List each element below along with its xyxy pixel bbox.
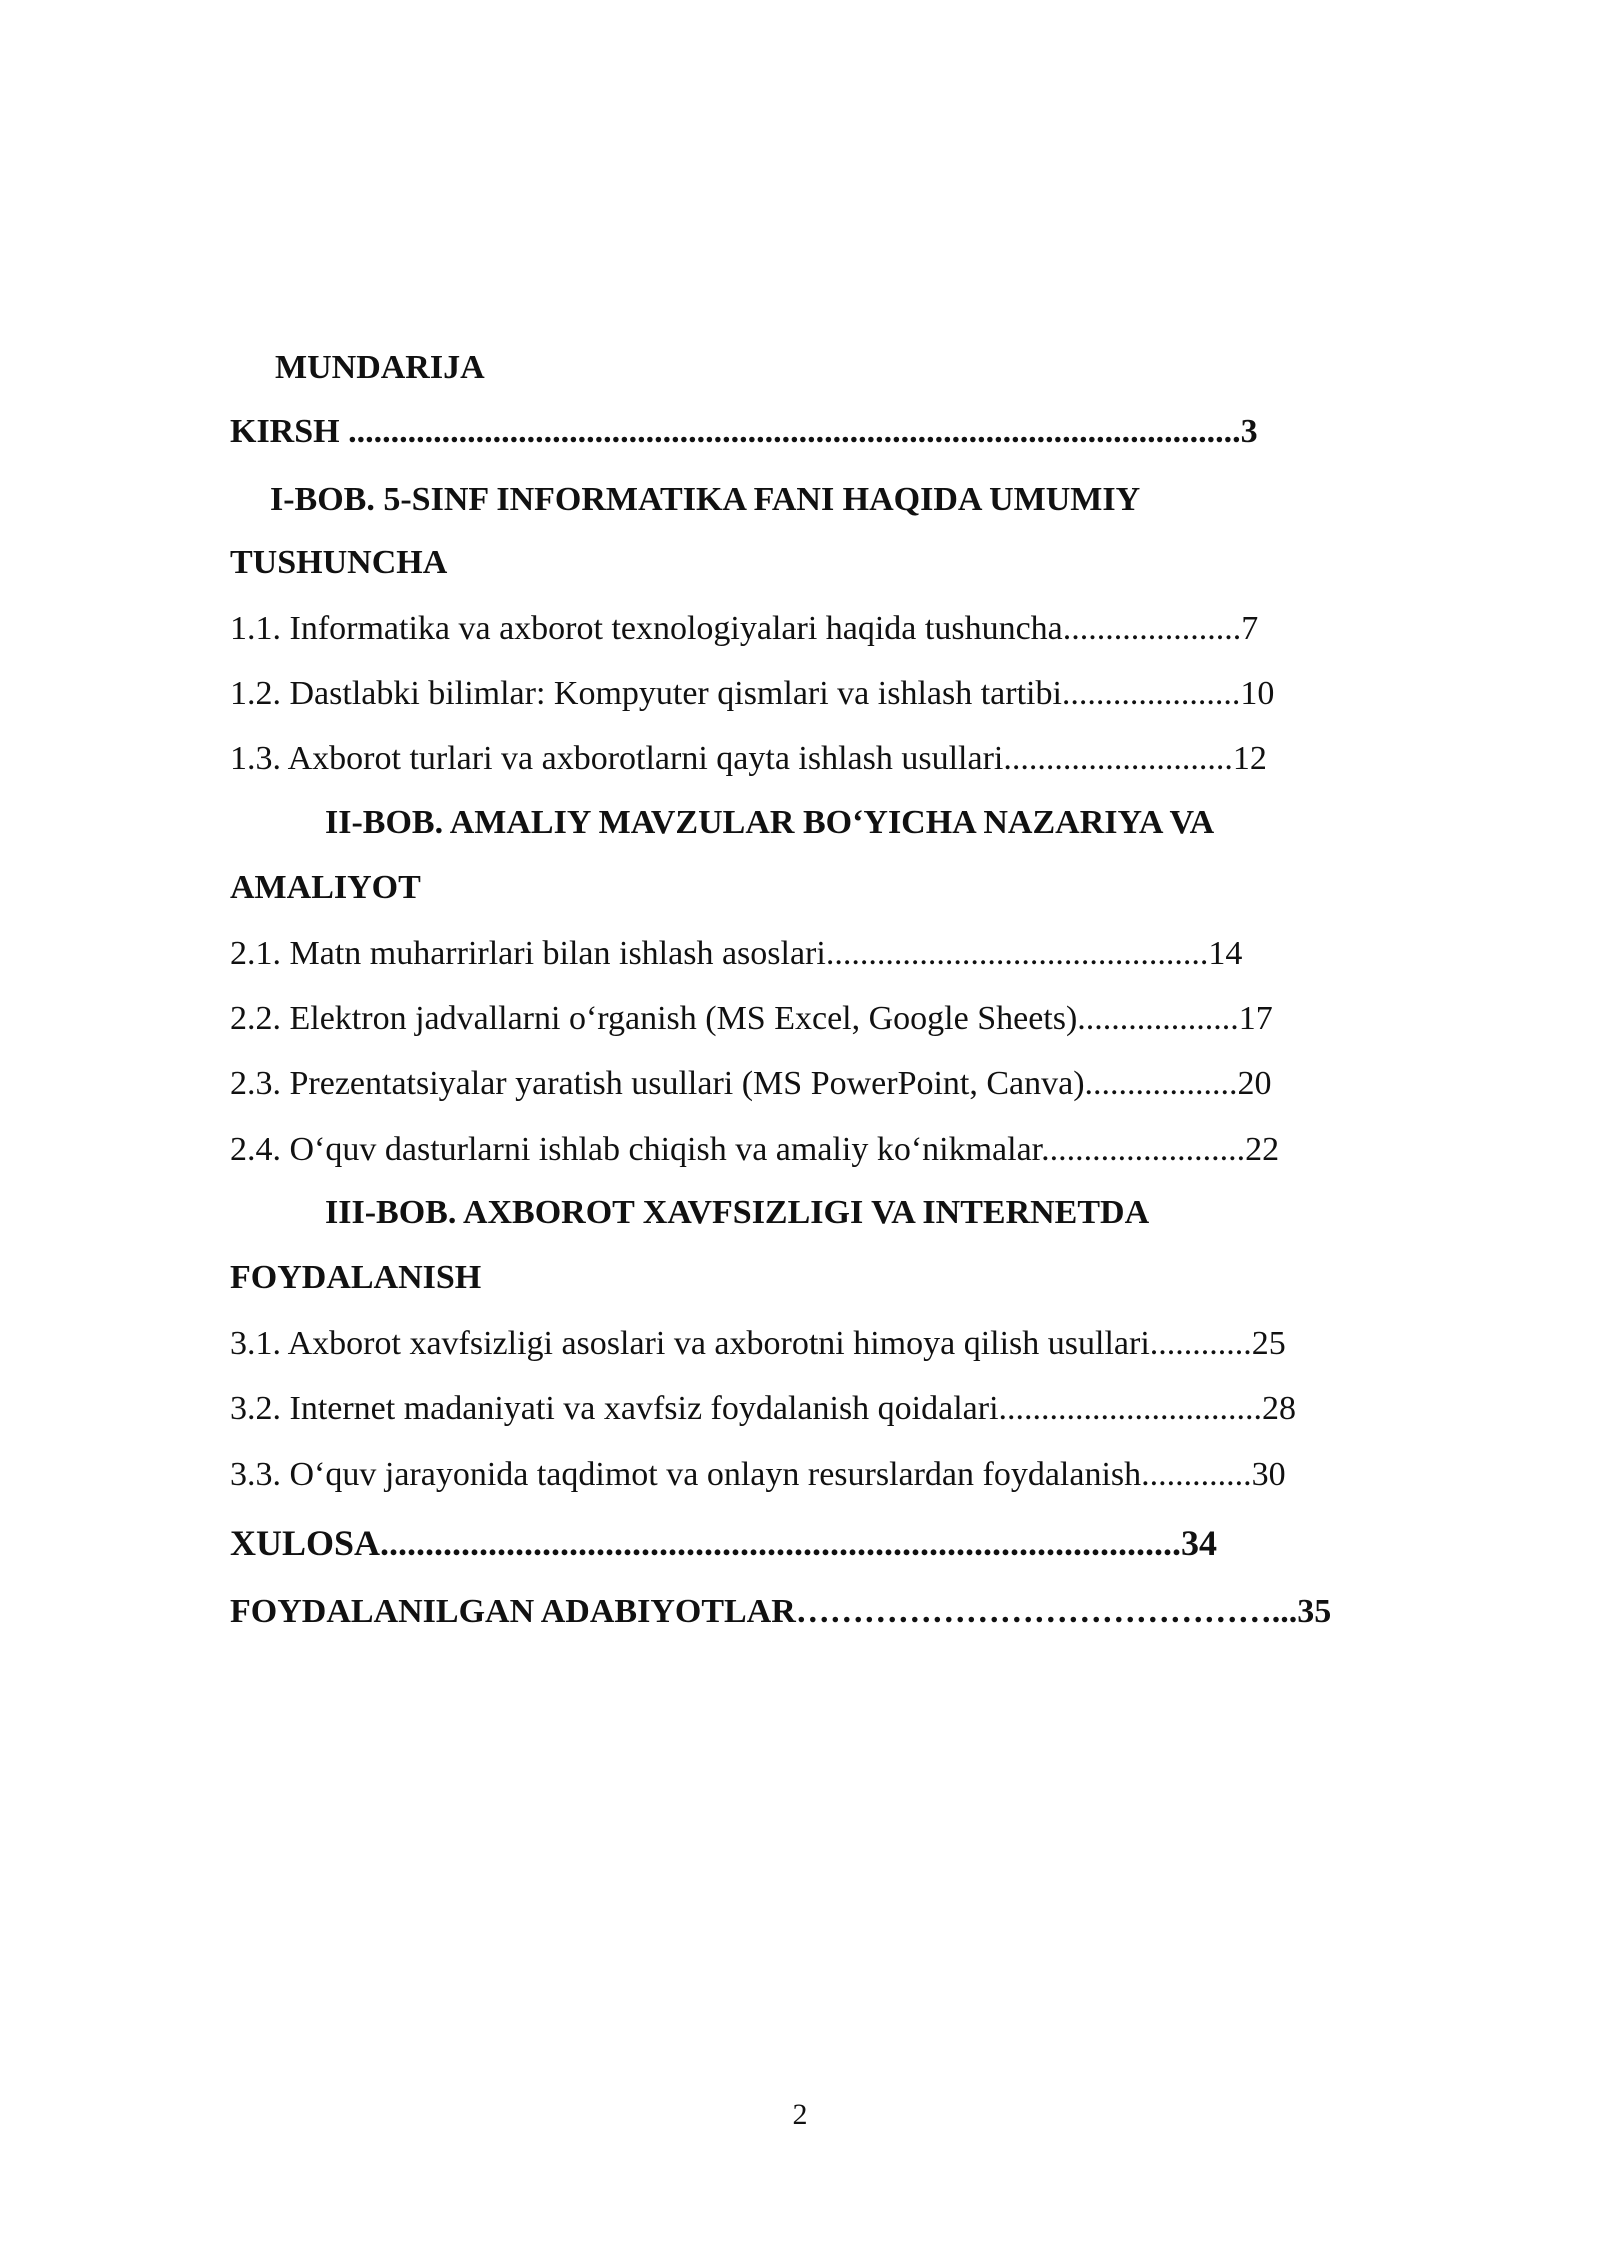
toc-entry-conclusion: XULOSA.........................................................................................34 [230, 1523, 1218, 1563]
toc-entry-2-1: 2.1. Matn muharrirlari bilan ishlash asoslari.............................................14 [230, 935, 1243, 972]
toc-chapter-2-heading-cont: AMALIYOT [230, 869, 421, 906]
toc-entry-introduction: KIRSH .........................................................................................................3 [230, 413, 1258, 450]
toc-entry-2-2: 2.2. Elektron jadvallarni o‘rganish (MS Excel, Google Sheets)...................17 [230, 1000, 1273, 1037]
toc-title: MUNDARIJA [275, 349, 485, 386]
toc-entry-2-3: 2.3. Prezentatsiyalar yaratish usullari (MS PowerPoint, Canva)..................20 [230, 1065, 1272, 1102]
toc-entry-1-2: 1.2. Dastlabki bilimlar: Kompyuter qismlari va ishlash tartibi.....................10 [230, 675, 1275, 712]
toc-chapter-1-heading: I-BOB. 5-SINF INFORMATIKA FANI HAQIDA UMUMIY [270, 481, 1141, 518]
toc-chapter-1-heading-cont: TUSHUNCHA [230, 544, 448, 581]
toc-entry-3-3: 3.3. O‘quv jarayonida taqdimot va onlayn resurslardan foydalanish.............30 [230, 1456, 1286, 1493]
toc-entry-1-1: 1.1. Informatika va axborot texnologiyalari haqida tushuncha.....................7 [230, 610, 1259, 647]
toc-entry-references: FOYDALANILGAN ADABIYOTLAR……………………………………...35 [230, 1593, 1332, 1630]
toc-chapter-3-heading-cont: FOYDALANISH [230, 1259, 482, 1296]
toc-entry-2-4: 2.4. O‘quv dasturlarni ishlab chiqish va amaliy ko‘nikmalar........................22 [230, 1131, 1280, 1168]
toc-entry-3-2: 3.2. Internet madaniyati va xavfsiz foydalanish qoidalari...............................28 [230, 1390, 1297, 1427]
page-number: 2 [792, 2098, 808, 2131]
toc-entry-3-1: 3.1. Axborot xavfsizligi asoslari va axborotni himoya qilish usullari............25 [230, 1325, 1286, 1362]
toc-entry-1-3: 1.3. Axborot turlari va axborotlarni qayta ishlash usullari...........................12 [230, 740, 1267, 777]
toc-chapter-2-heading: II-BOB. AMALIY MAVZULAR BO‘YICHA NAZARIYA VA [325, 804, 1215, 841]
toc-chapter-3-heading: III-BOB. AXBOROT XAVFSIZLIGI VA INTERNETDA [325, 1194, 1150, 1231]
